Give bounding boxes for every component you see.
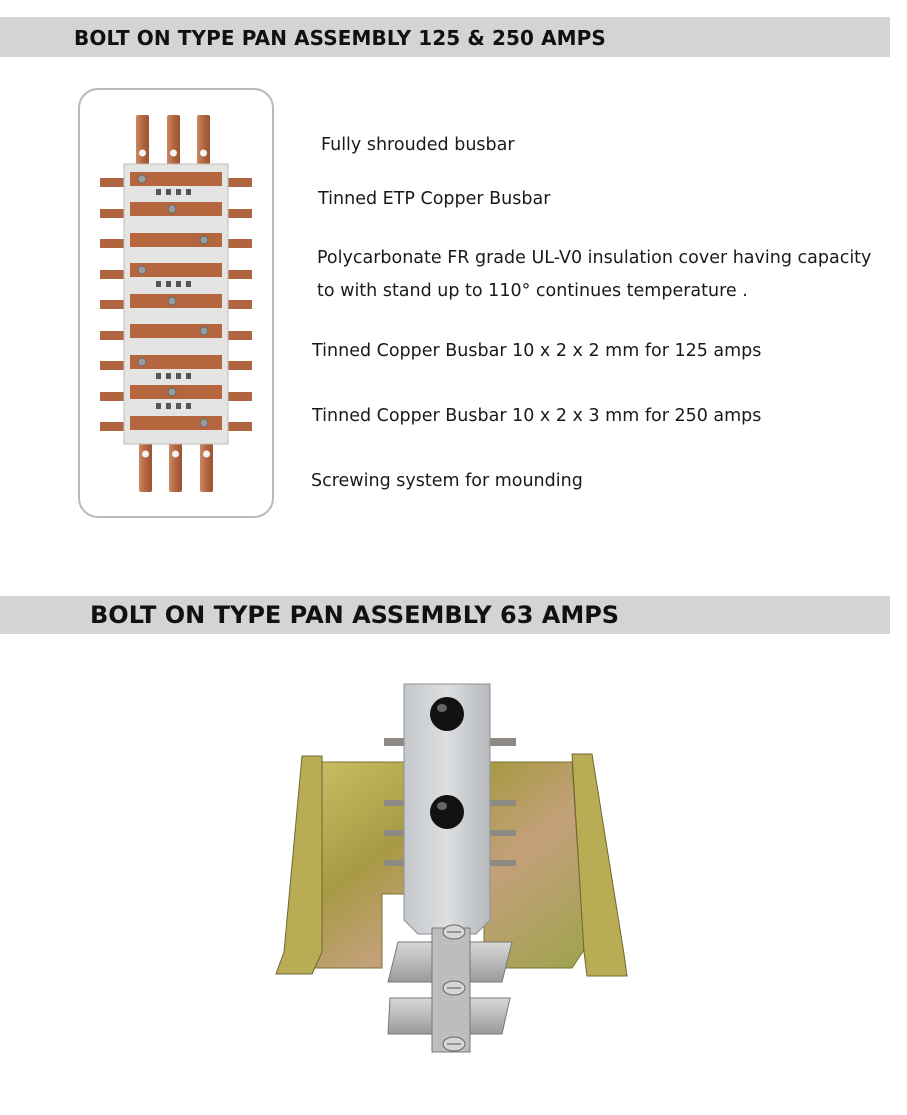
top-terminals <box>136 115 210 165</box>
busbar-assembly-illustration <box>80 90 271 515</box>
terminal-clips <box>388 925 512 1052</box>
bottom-terminals <box>139 440 213 492</box>
feature-screwing-system: Screwing system for mounding <box>311 471 583 491</box>
feature-250-amps: Tinned Copper Busbar 10 x 2 x 3 mm for 250 amps <box>312 406 762 426</box>
feature-polycarbonate-line2: to with stand up to 110° continues temperature . <box>317 281 748 301</box>
pan-assembly-63-illustration <box>272 682 632 1060</box>
feature-fully-shrouded: Fully shrouded busbar <box>321 135 515 155</box>
section-title-125-250: BOLT ON TYPE PAN ASSEMBLY 125 & 250 AMPS <box>74 26 606 50</box>
left-rail <box>276 756 322 974</box>
feature-polycarbonate-line1: Polycarbonate FR grade UL-V0 insulation cover having capacity <box>317 248 872 268</box>
product-photo-frame-125-250 <box>78 88 274 518</box>
section-title-63: BOLT ON TYPE PAN ASSEMBLY 63 AMPS <box>90 601 620 629</box>
feature-125-amps: Tinned Copper Busbar 10 x 2 x 2 mm for 125 amps <box>312 341 762 361</box>
feature-tinned-etp: Tinned ETP Copper Busbar <box>318 189 551 209</box>
section-header-63 <box>0 596 890 634</box>
section-header-125-250 <box>0 17 890 57</box>
